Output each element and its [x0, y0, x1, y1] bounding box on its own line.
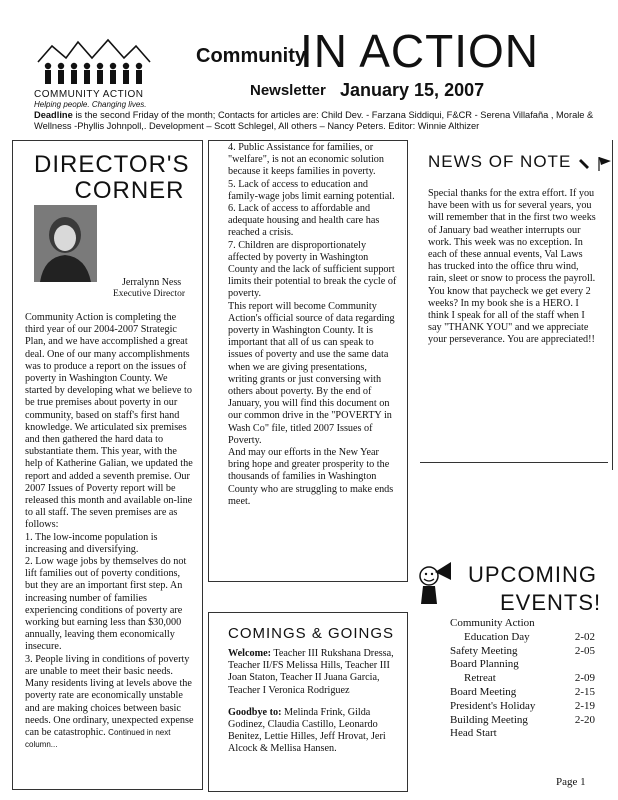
paragraph: Community Action is completing the third year of our 2004-2007 Strategic Plan, and we have accomplished a great deal. One of our many accomplishments was to produce a report on the issues of poverty in Washington County. We started by developing what we believe to be true premises about poverty in our community, based on staff's first hand knowledge. We articulated six premises and then gathered the hard data to substantiate them. This year, with the help of Katherine Galian, we updated the report and added a seventh premise. Our 2007 Issues of Poverty report will be released this month and available on-line to all staff. The seven premises are as follows:	[25, 312, 193, 531]
directors-corner-title	[34, 152, 189, 204]
event-name: Head Start	[450, 727, 497, 740]
welcome-text: Teacher III Rukshana Dressa, Teacher II/FS Melissa Hills, Teacher III Joan Staton, Teacher II Juana Garcia, Teacher I Veronica Rodriguez	[228, 648, 394, 696]
event-name: President's Holiday	[450, 699, 536, 712]
director-photo	[34, 205, 97, 282]
news-of-note-title-text: NEWS OF NOTE	[428, 152, 572, 171]
newsletter-label: Newsletter	[250, 82, 326, 99]
issue-date: January 15, 2007	[340, 80, 485, 100]
news-of-note-body: Special thanks for the extra effort. If you have been with us for several years, you will remember that in the first two weeks of January bad weather interrupts our work. This week was no exception. In each of these annual events, Val Laws has trucked into the office thru wind, rain, sleet or snow to process the payroll. You know that paycheck we get every 2 weeks? In my book she is a HERO. I think I speak for all of the staff when I say "THANK YOU" and we appreciate your perseverance. You are appreciated!!	[428, 188, 596, 346]
pencil-flag-icon	[577, 155, 613, 171]
author-name: Jerralynn Ness	[122, 277, 182, 288]
portrait-icon	[34, 205, 97, 282]
masthead-title: IN ACTION	[300, 25, 540, 77]
deadline-label: Deadline	[34, 110, 73, 120]
paragraph: 1. The low-income population is increasing and diversifying.	[25, 531, 158, 555]
event-date: 2-05	[574, 644, 595, 657]
contacts-text: is the second Friday of the month; Contacts for articles are: Child Dev. - Farzana Siddiqui, F&CR - Serena Villafaña , Morale & Wellness -Phyllis Johnpoll,. Development – Scott Schlegel, All others – Nancy Peters. Editor: Winnie Althizer	[34, 110, 594, 131]
paragraph: 7. Children are disproportionately affected by poverty in Washington County and the lack of sufficient support limits their potential to break the cycle of poverty.	[228, 239, 397, 300]
event-name: Safety Meeting	[450, 644, 518, 657]
event-name: Education Day	[464, 630, 530, 643]
welcome-paragraph	[228, 648, 400, 697]
event-row	[450, 645, 595, 659]
comings-goings-body	[228, 648, 400, 756]
right-column-divider	[420, 462, 608, 463]
goodbye-label: Goodbye to:	[228, 706, 282, 718]
welcome-label: Welcome:	[228, 648, 271, 659]
goodbye-text: Melinda Frink, Gilda Godinez, Claudia Castillo, Leonardo Benitez, Lettie Hilles, Jeff Hrovat, Jeri Alcock & Mellisa Hansen.	[228, 706, 386, 755]
paragraph	[25, 654, 195, 752]
paragraph: 5. Lack of access to education and family-wage jobs limit earning potential.	[228, 178, 395, 202]
megaphone-man-icon	[415, 560, 455, 608]
event-row	[450, 686, 595, 700]
event-row	[450, 631, 595, 645]
event-name: Community Action	[450, 617, 535, 629]
logo-tagline: Helping people. Changing lives.	[34, 100, 147, 109]
event-date: 2-19	[574, 699, 595, 712]
middle-column-body	[228, 142, 398, 508]
event-date: 2-15	[574, 685, 595, 698]
event-row	[450, 727, 595, 741]
event-name: Retreat	[464, 672, 496, 685]
events-list	[450, 617, 595, 741]
paragraph: 2. Low wage jobs by themselves do not lift families out of poverty conditions, but they are an important first step. An increasing number of families experiencing conditions of poverty are working but earning less than $30,000 annually, leaving them economically insecure.	[25, 556, 187, 653]
people-house-icon	[30, 36, 158, 92]
event-row	[450, 700, 595, 714]
logo-name: COMMUNITY ACTION	[34, 89, 144, 100]
event-row	[450, 714, 595, 728]
directors-corner-title-line1: DIRECTOR'S	[34, 151, 190, 178]
page-number: Page 1	[556, 776, 586, 788]
event-date: 2-09	[574, 672, 595, 685]
comings-goings-title: COMINGS & GOINGS	[228, 625, 395, 642]
event-name: Board Meeting	[450, 685, 517, 698]
event-name: Board Planning	[450, 658, 519, 671]
news-of-note-title	[428, 152, 613, 172]
event-row	[450, 658, 595, 672]
paragraph-text: 3. People living in conditions of poverty are unable to meet their basic needs. Many residents living at levels above the poverty rate are economically unstable and are making choices between basic needs. One ordinary, unexpected expense can be catastrophic.	[25, 653, 194, 738]
event-date: 2-02	[574, 630, 595, 643]
paragraph: 4. Public Assistance for families, or "welfare", is not an economic solution because it keeps families in poverty.	[228, 142, 384, 178]
paragraph: 6. Lack of access to affordable and adequate housing and health care has reached a crisis.	[228, 203, 380, 239]
right-column-rule	[612, 140, 613, 470]
directors-corner-body	[25, 312, 195, 751]
contacts-line	[34, 110, 600, 132]
upcoming-events-title-line1: UPCOMING	[468, 562, 597, 587]
author-role: Executive Director	[113, 289, 186, 299]
goodbye-paragraph	[228, 707, 400, 756]
paragraph: This report will become Community Action's official source of data regarding poverty in Washington County. It is important that all of us can speak to issues of poverty and use the same data when we are giving presentations, writing grants or just conversing with others about poverty. By the end of January, you will find this document on our common drive in the "POVERTY in Wash Co" file, titled 2007 Issues of Poverty.	[228, 300, 395, 446]
event-date: 2-20	[574, 713, 595, 726]
directors-corner-title-line2: CORNER	[74, 177, 185, 204]
paragraph: And may our efforts in the New Year bring hope and greater prosperity to the thousands of families in Washington County who are struggling to make ends meet.	[228, 447, 394, 507]
masthead-small: Community	[196, 45, 306, 67]
event-name: Building Meeting	[450, 713, 528, 726]
continued-note: Continued in next column...	[25, 727, 171, 750]
event-row	[450, 672, 595, 686]
event-row	[450, 617, 595, 631]
upcoming-events-title-line2: EVENTS!	[500, 590, 602, 615]
